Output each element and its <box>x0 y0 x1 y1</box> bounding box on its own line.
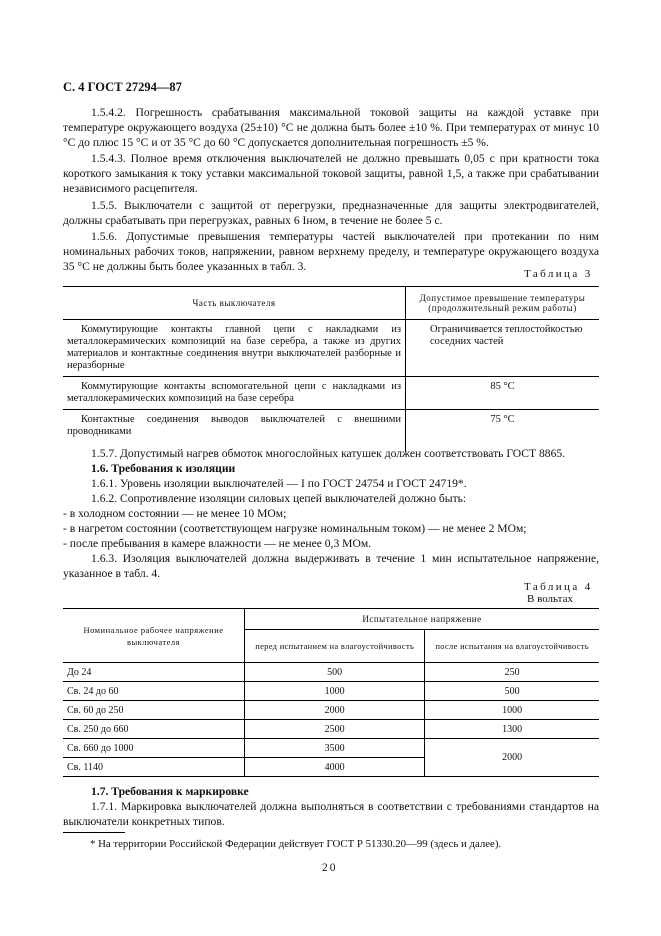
table-4-header-after: после испытания на влагоустойчивость <box>425 630 599 663</box>
table-cell: 250 <box>425 663 599 682</box>
table-3-header-limit: Допустимое превышение температуры (продолжительный режим работы) <box>406 287 600 320</box>
table-cell: 3500 <box>245 739 425 758</box>
paragraph-1-6-1: 1.6.1. Уровень изоляции выключателей — I по ГОСТ 24754 и ГОСТ 24719*. <box>91 477 467 490</box>
table-cell: Коммутирующие контакты вспомогательной цепи с накладками из металлокерамических композиций на базе серебра <box>63 377 406 410</box>
table-4 <box>63 608 599 777</box>
paragraph-1-6-2: 1.6.2. Сопротивление изоляции силовых цепей выключателей должно быть: <box>91 492 467 505</box>
table-cell: 2500 <box>245 720 425 739</box>
table-row <box>63 720 599 739</box>
table-row <box>63 320 599 377</box>
paragraph-1-5-4-2: 1.5.4.2. Погрешность срабатывания максимальной токовой защиты на каждой уставке при температуре окружающего воздуха (25±10) °С не должна быть более ±10 %. При температурах от минус 10 °С до плюс 15 °С и от 35 °С до 60 °С допускается дополнительная погрешность ±5 %. <box>63 106 599 150</box>
table-cell: 1300 <box>425 720 599 739</box>
table-4-header-voltage: Номинальное рабочее напряжение выключателя <box>63 609 245 663</box>
page-header: С. 4 ГОСТ 27294—87 <box>63 80 182 94</box>
page-number: 20 <box>322 862 338 874</box>
paragraph-1-5-7: 1.5.7. Допустимый нагрев обмоток многослойных катушек должен соответствовать ГОСТ 8865. <box>91 447 566 460</box>
footnote: * На территории Российской Федерации действует ГОСТ Р 51330.20—99 (здесь и далее). <box>90 838 502 850</box>
paragraph-1-6-3: 1.6.3. Изоляция выключателей должна выдерживать в течение 1 мин испытательное напряжение, указанное в табл. 4. <box>63 552 599 581</box>
table-cell: 85 °С <box>406 377 600 410</box>
table-cell: Св. 24 до 60 <box>63 682 245 701</box>
table-row <box>63 739 599 758</box>
table-cell: Контактные соединения выводов выключателей с внешними проводниками <box>63 410 406 453</box>
table-cell: Ограничивается теплостойкостью соседних частей <box>406 320 600 377</box>
paragraph-1-6-2-c: - после пребывания в камере влажности — не менее 0,3 МОм. <box>63 537 372 550</box>
table-row <box>63 682 599 701</box>
table-4-units: В вольтах <box>527 593 573 605</box>
paragraph-1-6-2-a: - в холодном состоянии — не менее 10 МОм; <box>63 507 287 520</box>
table-cell: 500 <box>425 682 599 701</box>
table-cell: Св. 60 до 250 <box>63 701 245 720</box>
table-cell: Коммутирующие контакты главной цепи с накладками из металлокерамических композиций на базе серебра, а также из других материалов и контактные соединения внутри выключателей разборные и неразборные <box>63 320 406 377</box>
table-cell: Св. 1140 <box>63 758 245 777</box>
paragraph-1-6-2-b: - в нагретом состоянии (соответствующем нагрузке номинальным током) — не менее 2 МОм; <box>63 522 527 535</box>
table-4-caption: Таблица 4 <box>524 581 593 593</box>
table-row <box>63 663 599 682</box>
table-cell: До 24 <box>63 663 245 682</box>
table-cell: Св. 660 до 1000 <box>63 739 245 758</box>
paragraph-1-7-1: 1.7.1. Маркировка выключателей должна выполняться в соответствии с требованиями стандартов на выключатели конкретных типов. <box>63 800 599 829</box>
table-4-header-before: перед испытанием на влагоустойчивость <box>245 630 425 663</box>
table-cell: 1000 <box>245 682 425 701</box>
paragraph-1-5-6: 1.5.6. Допустимые превышения температуры частей выключателей при протекании по ним номинальных рабочих токов, напряжении, равном верхнему пределу, и температуре окружающего воздуха 35 °С не должны быть более указанных в табл. 3. <box>63 230 599 274</box>
table-cell: 2000 <box>425 739 599 777</box>
table-cell: Св. 250 до 660 <box>63 720 245 739</box>
footnote-divider <box>63 832 125 833</box>
heading-1-7: 1.7. Требования к маркировке <box>91 785 249 798</box>
table-3 <box>63 286 599 452</box>
table-cell: 1000 <box>425 701 599 720</box>
table-cell: 500 <box>245 663 425 682</box>
table-3-caption: Таблица 3 <box>524 268 593 280</box>
table-cell: 75 °С <box>490 414 515 425</box>
paragraph-1-5-5: 1.5.5. Выключатели с защитой от перегрузки, предназначенные для защиты электродвигателей, должны срабатывать при перегрузках, равных 6 Iном, в течение не более 5 с. <box>63 199 599 228</box>
table-row <box>63 377 599 410</box>
table-cell: 2000 <box>245 701 425 720</box>
table-4-header-test-voltage: Испытательное напряжение <box>245 609 600 630</box>
heading-1-6: 1.6. Требования к изоляции <box>91 462 236 475</box>
table-cell: 4000 <box>245 758 425 777</box>
table-3-header-part: Часть выключателя <box>63 287 406 320</box>
table-row <box>63 701 599 720</box>
paragraph-1-5-4-3: 1.5.4.3. Полное время отключения выключателей не должно превышать 0,05 с при кратности тока короткого замыкания к току уставки максимальной токовой защиты, равной 1,5, а также при срабатывании независимого расцепителя. <box>63 152 599 196</box>
